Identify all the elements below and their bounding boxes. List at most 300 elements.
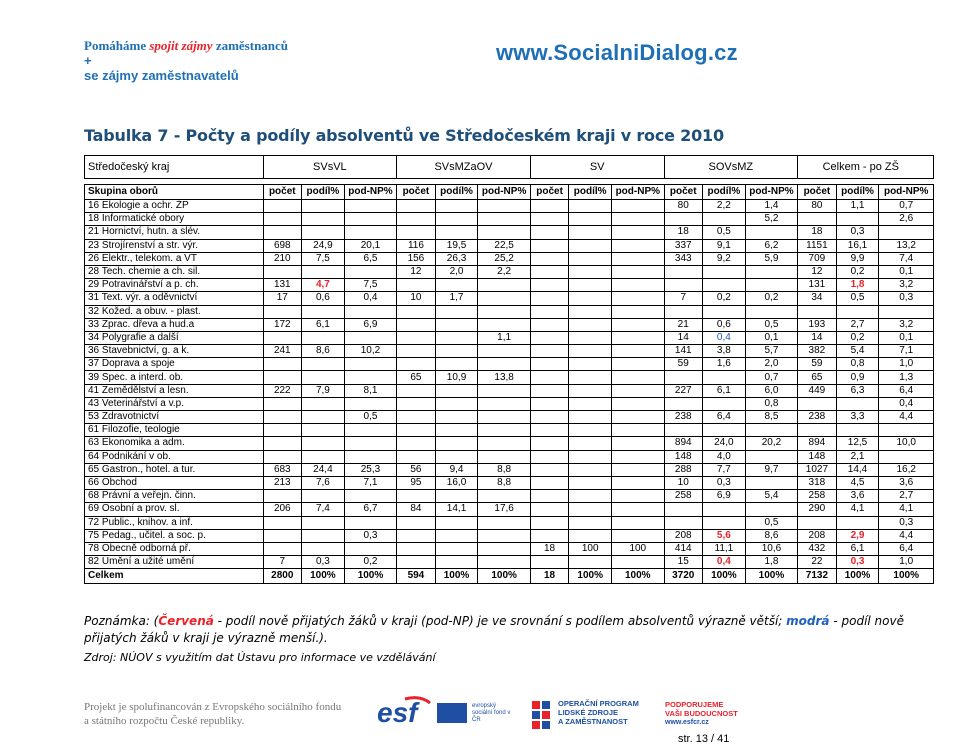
table-cell — [263, 490, 301, 503]
table-cell: 1,4 — [745, 200, 797, 213]
table-cell: 6,0 — [745, 384, 797, 397]
table-cell: 156 — [397, 252, 435, 265]
table-cell: 8,1 — [344, 384, 396, 397]
table-cell — [530, 331, 568, 344]
table-cell — [397, 213, 435, 226]
table-cell: 4,1 — [836, 503, 879, 516]
source-note: Zdroj: NÚOV s využitím dat Ústavu pro informace ve vzdělávání — [84, 651, 436, 664]
column-header: počet — [530, 185, 568, 200]
table-cell: 6,3 — [836, 384, 879, 397]
table-cell — [798, 516, 836, 529]
note: Poznámka: (Červená - podíl nově přijatých žáků v kraji (pod-NP) je ve srovnání s podílem absolventů výrazně větší; modrá - podíl nově přijatých žáků v kraji je výrazně menší.). — [84, 614, 904, 645]
table-cell: 0,4 — [879, 397, 934, 410]
table-cell — [397, 345, 435, 358]
table-cell — [745, 226, 797, 239]
table-cell — [397, 437, 435, 450]
table-cell — [836, 213, 879, 226]
table-cell — [344, 200, 396, 213]
table-cell: 1,8 — [836, 279, 879, 292]
table-cell: 26,3 — [435, 252, 478, 265]
table-cell: 0,3 — [302, 556, 345, 569]
table-cell — [263, 411, 301, 424]
table-row — [85, 450, 934, 463]
table-cell — [879, 450, 934, 463]
table-cell: 18 — [798, 226, 836, 239]
table-cell: 0,4 — [344, 292, 396, 305]
slogan-line-3: se zájmy zaměstnavatelů — [84, 68, 239, 83]
total-cell: 100% — [569, 569, 612, 584]
table-cell — [569, 358, 612, 371]
table-cell — [397, 516, 435, 529]
table-cell: 3,6 — [836, 490, 879, 503]
table-cell: 9,9 — [836, 252, 879, 265]
table-cell: 4,0 — [702, 450, 745, 463]
table-cell — [664, 397, 702, 410]
table-cell — [435, 279, 478, 292]
table-cell: 5,4 — [836, 345, 879, 358]
table-cell — [435, 358, 478, 371]
table-cell — [530, 265, 568, 278]
table-cell: 213 — [263, 476, 301, 489]
total-cell: 100% — [478, 569, 530, 584]
table-cell: 206 — [263, 503, 301, 516]
column-header: pod-NP% — [612, 185, 664, 200]
table-cell — [478, 529, 530, 542]
table-row — [85, 252, 934, 265]
table-cell — [302, 331, 345, 344]
table-cell — [435, 516, 478, 529]
column-header: podíl% — [302, 185, 345, 200]
table-cell — [263, 371, 301, 384]
table-cell: 0,3 — [836, 556, 879, 569]
table-cell — [569, 331, 612, 344]
table-cell: 1027 — [798, 463, 836, 476]
row-label: 63 Ekonomika a adm. — [85, 437, 264, 450]
table-cell: 1151 — [798, 239, 836, 252]
table-cell: 0,3 — [879, 516, 934, 529]
esfcr-link[interactable]: www.esfcr.cz — [665, 719, 709, 726]
table-cell: 288 — [664, 463, 702, 476]
table-cell: 3,8 — [702, 345, 745, 358]
footer-project-text: Projekt je spolufinancován z Evropského sociálního fondu a státního rozpočtu České republiky. — [84, 701, 342, 727]
table-cell — [435, 213, 478, 226]
row-label: 32 Kožed. a obuv. - plast. — [85, 305, 264, 318]
table-cell — [435, 437, 478, 450]
table-cell: 65 — [798, 371, 836, 384]
table-cell — [530, 318, 568, 331]
table-row — [85, 318, 934, 331]
row-label: 29 Potravinářství a p. ch. — [85, 279, 264, 292]
table-cell — [530, 476, 568, 489]
table-row — [85, 239, 934, 252]
column-header: podíl% — [702, 185, 745, 200]
table-cell: 7,7 — [702, 463, 745, 476]
table-cell: 10,0 — [879, 437, 934, 450]
table-cell — [612, 437, 664, 450]
table-cell: 709 — [798, 252, 836, 265]
table-cell — [397, 305, 435, 318]
table-row — [85, 516, 934, 529]
note-red-word: Červená — [158, 614, 214, 628]
table-cell: 4,7 — [302, 279, 345, 292]
table-cell — [302, 305, 345, 318]
column-header: pod-NP% — [745, 185, 797, 200]
table-cell — [836, 397, 879, 410]
table-cell — [702, 213, 745, 226]
table-cell — [435, 529, 478, 542]
table-cell — [263, 542, 301, 555]
header-slogan — [84, 38, 288, 83]
table-cell — [263, 331, 301, 344]
table-cell — [397, 279, 435, 292]
table-cell — [612, 200, 664, 213]
table-cell — [478, 213, 530, 226]
row-label: 53 Zdravotnictví — [85, 411, 264, 424]
table-cell: 3,2 — [879, 279, 934, 292]
table-cell — [478, 542, 530, 555]
table-cell — [302, 397, 345, 410]
row-label: 66 Obchod — [85, 476, 264, 489]
table-cell: 8,6 — [302, 345, 345, 358]
table-cell — [344, 213, 396, 226]
table-cell — [612, 252, 664, 265]
total-cell: 100% — [745, 569, 797, 584]
table-cell — [798, 397, 836, 410]
table-cell: 6,5 — [344, 252, 396, 265]
table-cell — [478, 490, 530, 503]
table-cell — [745, 424, 797, 437]
table-cell: 84 — [397, 503, 435, 516]
table-cell — [478, 397, 530, 410]
table-cell: 16,0 — [435, 476, 478, 489]
table-row — [85, 503, 934, 516]
slogan-part-1: Pomáháme — [84, 38, 150, 53]
table-cell: 7,1 — [344, 476, 396, 489]
table-cell — [612, 384, 664, 397]
table-cell — [397, 226, 435, 239]
total-cell: 18 — [530, 569, 568, 584]
table-row — [85, 476, 934, 489]
table-cell — [569, 437, 612, 450]
group-header: Celkem - po ZŠ — [798, 156, 934, 179]
table-cell — [664, 265, 702, 278]
table-cell: 10,2 — [344, 345, 396, 358]
table-cell — [612, 358, 664, 371]
table-cell: 6,9 — [344, 318, 396, 331]
table-cell — [344, 331, 396, 344]
table-cell — [263, 516, 301, 529]
table-cell: 131 — [263, 279, 301, 292]
table-cell — [702, 424, 745, 437]
table-cell: 17,6 — [478, 503, 530, 516]
table-cell — [397, 556, 435, 569]
table-cell — [344, 437, 396, 450]
table-row — [85, 345, 934, 358]
slogan-part-2: spojit zájmy — [149, 38, 213, 53]
total-cell: 100% — [612, 569, 664, 584]
table-cell: 6,4 — [879, 542, 934, 555]
table-cell — [530, 490, 568, 503]
table-cell: 116 — [397, 239, 435, 252]
table-cell: 0,7 — [879, 200, 934, 213]
table-cell: 0,3 — [702, 476, 745, 489]
table-cell: 5,2 — [745, 213, 797, 226]
table-cell: 21 — [664, 318, 702, 331]
column-header: počet — [263, 185, 301, 200]
table-cell — [478, 345, 530, 358]
table-cell — [612, 450, 664, 463]
table-cell: 0,3 — [879, 292, 934, 305]
table-cell: 0,4 — [702, 556, 745, 569]
table-cell — [344, 226, 396, 239]
table-cell — [530, 345, 568, 358]
table-cell: 238 — [664, 411, 702, 424]
table-cell: 0,5 — [836, 292, 879, 305]
table-cell: 3,6 — [879, 476, 934, 489]
table-cell — [435, 226, 478, 239]
table-cell — [478, 437, 530, 450]
total-cell: 2800 — [263, 569, 301, 584]
table-cell: 11,1 — [702, 542, 745, 555]
total-cell: 7132 — [798, 569, 836, 584]
table-row — [85, 371, 934, 384]
table-cell — [478, 516, 530, 529]
table-cell: 5,7 — [745, 345, 797, 358]
table-cell: 59 — [798, 358, 836, 371]
table-cell: 2,2 — [478, 265, 530, 278]
table-row — [85, 305, 934, 318]
table-cell — [664, 279, 702, 292]
total-label: Celkem — [85, 569, 264, 584]
table-cell — [612, 476, 664, 489]
table-cell — [702, 371, 745, 384]
table-cell — [879, 226, 934, 239]
table-row — [85, 397, 934, 410]
table-cell: 6,7 — [344, 503, 396, 516]
table-cell — [612, 331, 664, 344]
table-cell: 0,2 — [745, 292, 797, 305]
slogan-plus: + — [84, 53, 92, 68]
table-cell — [478, 318, 530, 331]
table-cell — [302, 411, 345, 424]
table-cell — [435, 345, 478, 358]
table-cell: 80 — [664, 200, 702, 213]
table-cell — [302, 424, 345, 437]
table-cell — [569, 252, 612, 265]
table-cell — [798, 305, 836, 318]
table-cell — [836, 516, 879, 529]
support-text: PODPORUJEME VAŠI BUDOUCNOST www.esfcr.cz — [665, 700, 738, 726]
table-row — [85, 542, 934, 555]
column-header: podíl% — [569, 185, 612, 200]
table-cell — [836, 305, 879, 318]
table-cell: 4,4 — [879, 411, 934, 424]
row-label: 21 Hornictví, hutn. a slév. — [85, 226, 264, 239]
table-cell: 1,0 — [879, 358, 934, 371]
table-cell — [530, 279, 568, 292]
table-cell — [569, 239, 612, 252]
table-cell — [344, 490, 396, 503]
table-cell — [302, 450, 345, 463]
table-cell — [745, 265, 797, 278]
table-cell — [530, 200, 568, 213]
table-cell — [435, 200, 478, 213]
table-cell: 22 — [798, 556, 836, 569]
table-cell — [530, 292, 568, 305]
table-cell — [344, 424, 396, 437]
table-cell: 2,9 — [836, 529, 879, 542]
table-cell — [263, 397, 301, 410]
table-cell: 7 — [263, 556, 301, 569]
table-cell — [612, 318, 664, 331]
table-cell — [702, 279, 745, 292]
group-header: SVsVL — [263, 156, 397, 179]
total-cell: 3720 — [664, 569, 702, 584]
table-cell — [302, 371, 345, 384]
table-cell — [478, 411, 530, 424]
table-cell — [478, 226, 530, 239]
table-cell — [612, 397, 664, 410]
table-cell — [745, 476, 797, 489]
table-cell — [263, 450, 301, 463]
table-cell: 2,0 — [435, 265, 478, 278]
table-cell — [435, 490, 478, 503]
column-header: podíl% — [836, 185, 879, 200]
table-cell — [612, 279, 664, 292]
table-cell — [569, 305, 612, 318]
region-header: Středočeský kraj — [85, 156, 264, 179]
row-label: 72 Public., knihov. a inf. — [85, 516, 264, 529]
table-cell — [302, 226, 345, 239]
table-cell: 0,4 — [702, 331, 745, 344]
group-header: SOVsMZ — [664, 156, 798, 179]
table-cell: 80 — [798, 200, 836, 213]
table-cell: 4,1 — [879, 503, 934, 516]
table-cell — [530, 371, 568, 384]
table-cell: 8,6 — [745, 529, 797, 542]
eu-text: evropský sociální fond v ČR — [472, 703, 511, 723]
table-cell — [530, 450, 568, 463]
svg-text:esf: esf — [377, 697, 418, 728]
table-cell: 4,5 — [836, 476, 879, 489]
row-label: 23 Strojírenství a str. výr. — [85, 239, 264, 252]
table-cell — [478, 450, 530, 463]
table-row — [85, 411, 934, 424]
table-cell — [836, 424, 879, 437]
table-cell — [302, 358, 345, 371]
table-row — [85, 226, 934, 239]
table-cell — [702, 265, 745, 278]
table-row — [85, 200, 934, 213]
table-cell — [435, 411, 478, 424]
table-cell: 6,9 — [702, 490, 745, 503]
table-cell: 449 — [798, 384, 836, 397]
row-label: 26 Elektr., telekom. a VT — [85, 252, 264, 265]
table-cell: 131 — [798, 279, 836, 292]
table-cell: 20,2 — [745, 437, 797, 450]
table-cell — [612, 239, 664, 252]
table-cell: 14,4 — [836, 463, 879, 476]
note-blue-word: modrá — [786, 614, 830, 628]
table-cell: 683 — [263, 463, 301, 476]
table-cell — [397, 411, 435, 424]
table-cell — [879, 305, 934, 318]
row-label: 82 Umění a užité umění — [85, 556, 264, 569]
table-cell — [344, 516, 396, 529]
table-cell: 19,5 — [435, 239, 478, 252]
table-cell — [435, 424, 478, 437]
row-label: 39 Spec. a interd. ob. — [85, 371, 264, 384]
total-cell: 100% — [435, 569, 478, 584]
table-cell — [569, 476, 612, 489]
table-cell — [569, 226, 612, 239]
site-logo[interactable]: www.SocialniDialog.cz — [496, 40, 738, 65]
table-cell — [664, 424, 702, 437]
table-cell — [478, 200, 530, 213]
table-cell: 193 — [798, 318, 836, 331]
table-cell: 1,3 — [879, 371, 934, 384]
table-cell: 1,1 — [836, 200, 879, 213]
table-row — [85, 279, 934, 292]
table-cell — [435, 318, 478, 331]
table-cell — [612, 424, 664, 437]
table-cell: 238 — [798, 411, 836, 424]
table-cell — [569, 200, 612, 213]
table-row — [85, 358, 934, 371]
table-cell: 10,6 — [745, 542, 797, 555]
table-cell — [478, 305, 530, 318]
row-label: 28 Tech. chemie a ch. sil. — [85, 265, 264, 278]
table-row — [85, 384, 934, 397]
table-cell — [569, 292, 612, 305]
table-cell — [397, 424, 435, 437]
column-header: pod-NP% — [879, 185, 934, 200]
table-cell: 12 — [798, 265, 836, 278]
table-cell — [263, 200, 301, 213]
row-label: 37 Doprava a spoje — [85, 358, 264, 371]
table-cell: 8,8 — [478, 463, 530, 476]
table-cell — [745, 305, 797, 318]
table-cell — [612, 516, 664, 529]
table-cell: 227 — [664, 384, 702, 397]
table-cell — [664, 516, 702, 529]
table-cell: 0,2 — [344, 556, 396, 569]
table-cell — [569, 411, 612, 424]
table-row — [85, 556, 934, 569]
table-cell: 14,1 — [435, 503, 478, 516]
op-program-text: OPERAČNÍ PROGRAM LIDSKÉ ZDROJE A ZAMĚSTNANOST — [558, 699, 639, 726]
table-cell — [344, 542, 396, 555]
table-cell — [745, 279, 797, 292]
row-label: 41 Zemědělství a lesn. — [85, 384, 264, 397]
table-cell: 1,7 — [435, 292, 478, 305]
table-cell: 12,5 — [836, 437, 879, 450]
table-cell: 894 — [798, 437, 836, 450]
column-header: podíl% — [435, 185, 478, 200]
table-cell — [302, 516, 345, 529]
table-cell — [263, 437, 301, 450]
table-cell — [263, 226, 301, 239]
table-cell — [664, 371, 702, 384]
table-cell: 2,6 — [879, 213, 934, 226]
table-cell — [612, 411, 664, 424]
total-cell: 594 — [397, 569, 435, 584]
table-cell — [569, 213, 612, 226]
table-cell — [530, 305, 568, 318]
table-cell: 0,5 — [344, 411, 396, 424]
table-cell — [530, 239, 568, 252]
table-cell — [530, 252, 568, 265]
